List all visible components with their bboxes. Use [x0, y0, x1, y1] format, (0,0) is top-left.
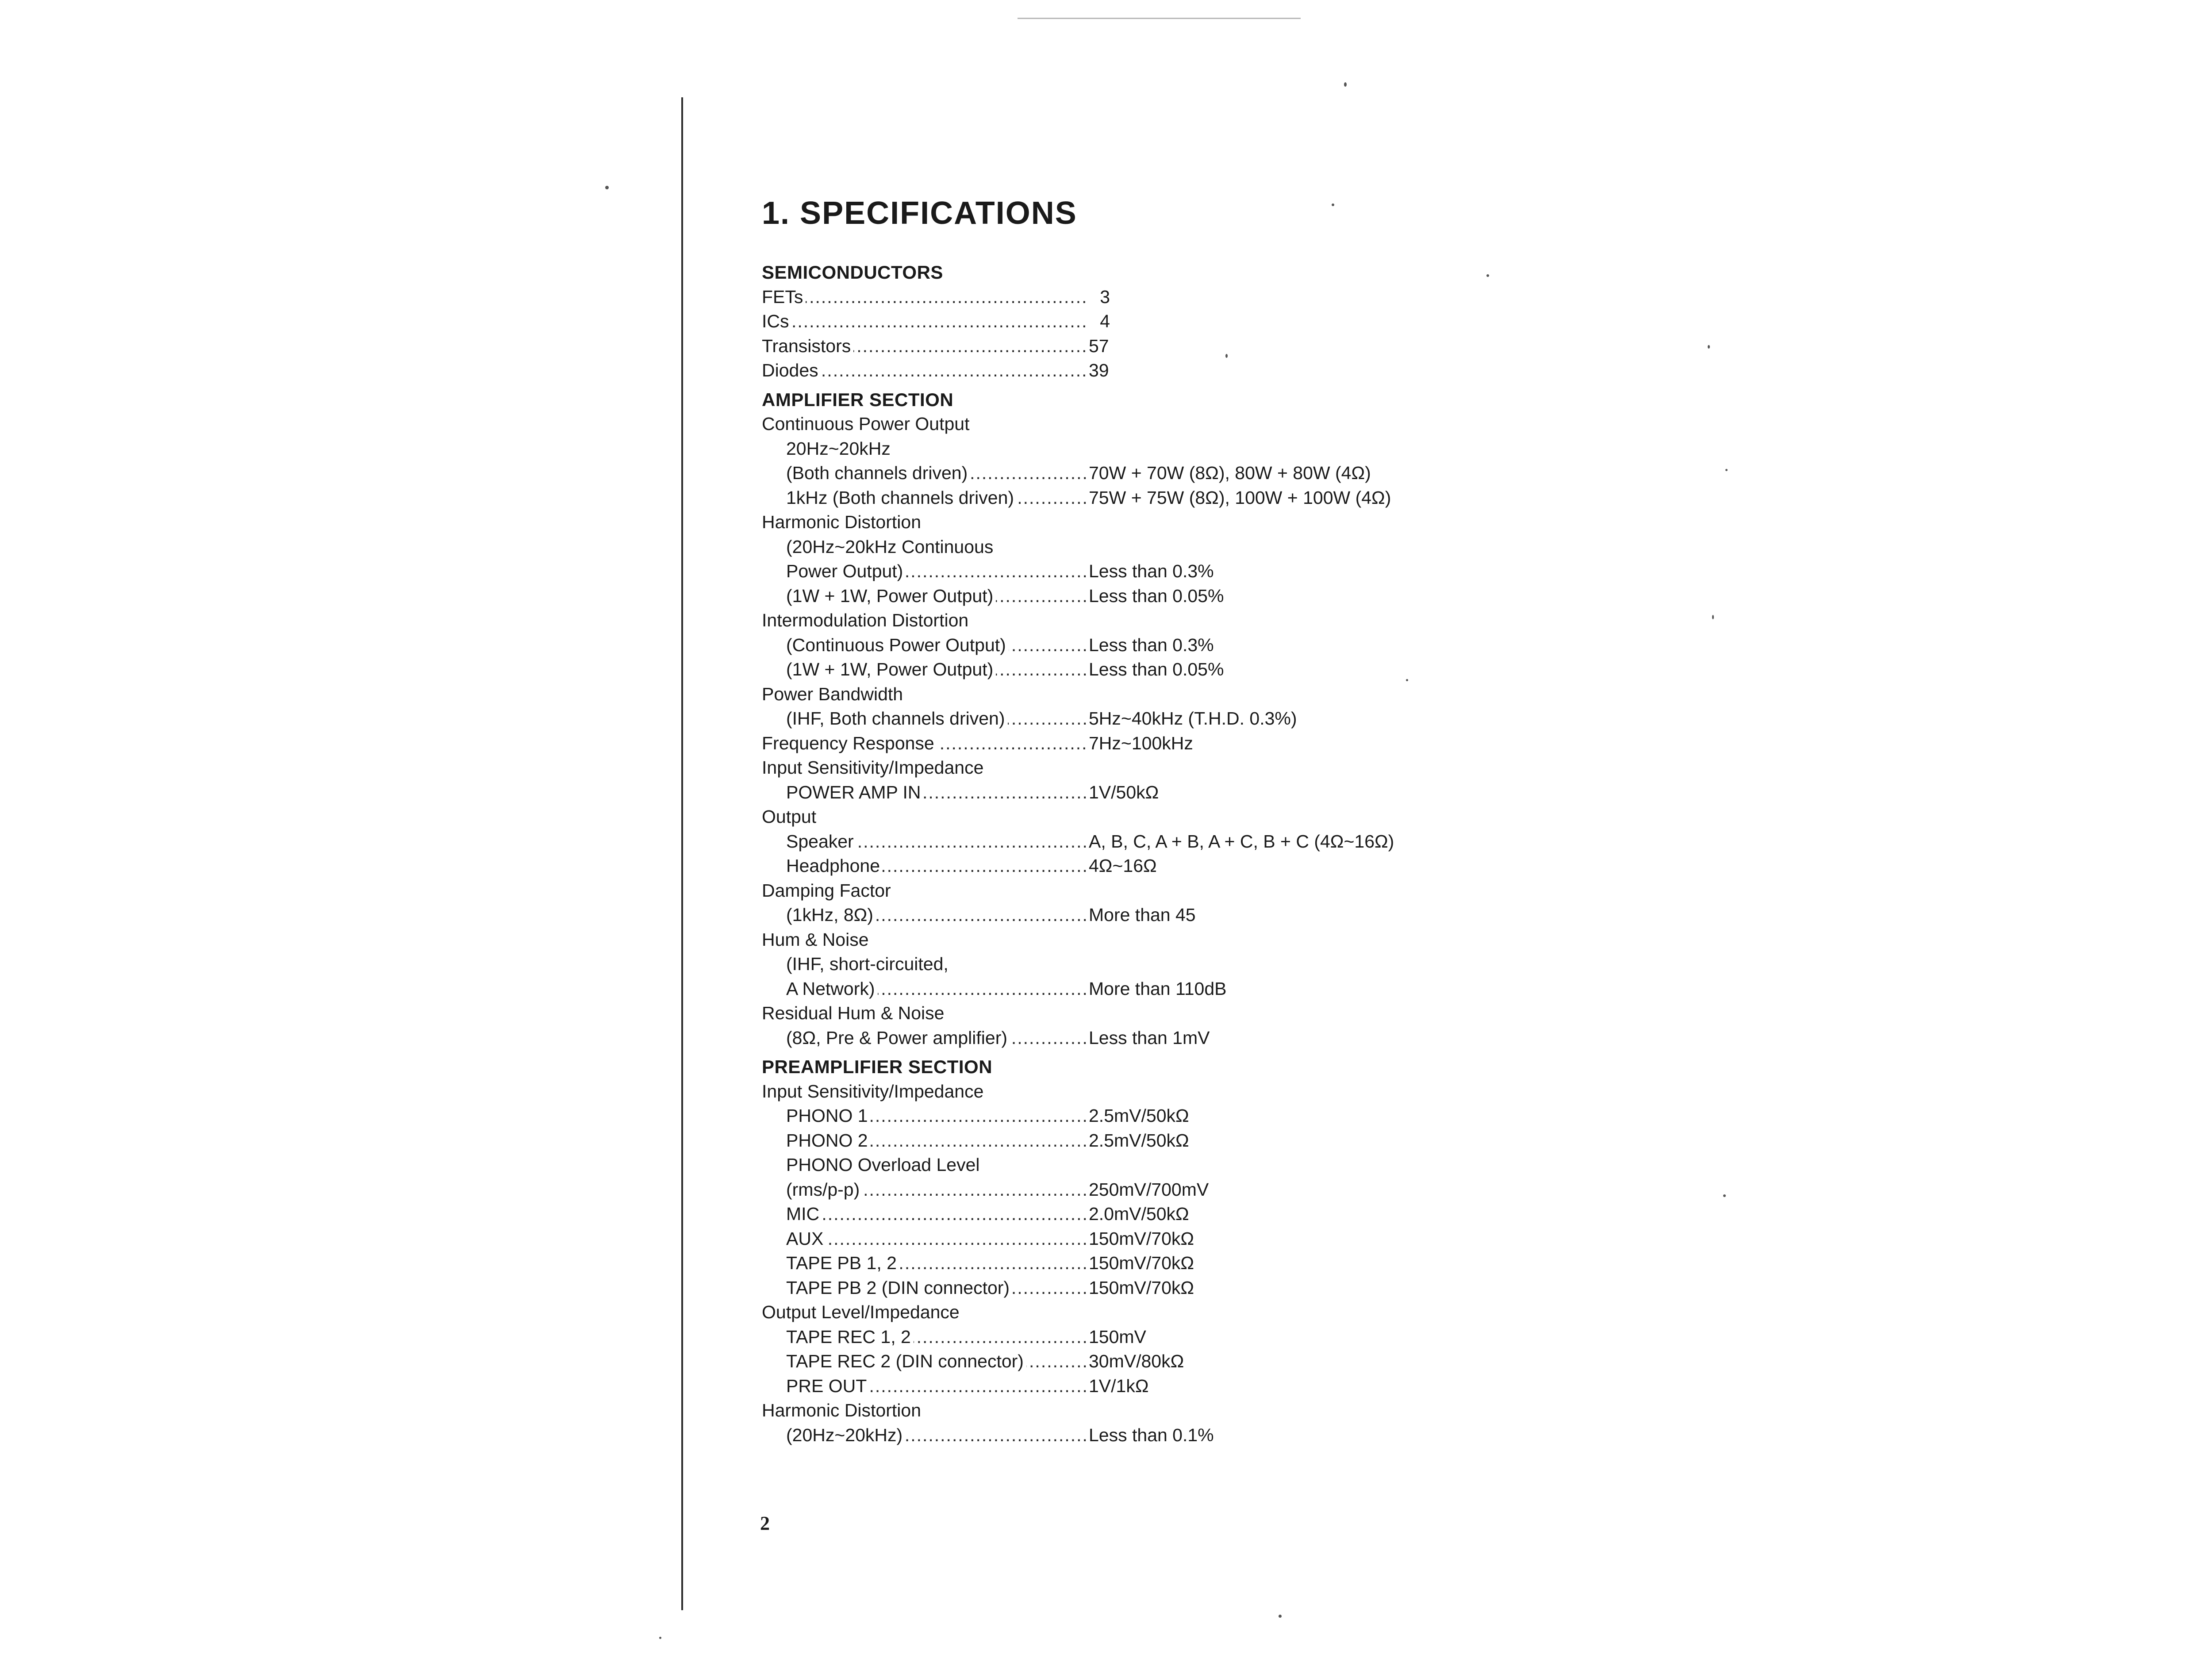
- spec-value: 150mV/70kΩ: [1089, 1277, 1194, 1298]
- section-heading-preamplifier: PREAMPLIFIER SECTION: [762, 1056, 993, 1077]
- spec-label: TAPE REC 1, 2 .....: [786, 1325, 1087, 1350]
- spec-label: PRE OUT .....: [786, 1374, 1087, 1399]
- spec-value: 2.5mV/50kΩ: [1089, 1130, 1189, 1151]
- spec-row: [762, 461, 1956, 486]
- spec-group-title: Hum & Noise: [762, 929, 869, 950]
- spec-row: [762, 854, 1956, 879]
- spec-row-diodes: [762, 358, 1956, 383]
- spec-label: (Both channels driven) .....: [786, 461, 1087, 486]
- spec-row: [762, 977, 1956, 1002]
- spec-value: Less than 0.1%: [1089, 1424, 1214, 1445]
- spec-row: [762, 1325, 1956, 1350]
- spec-group-title: Input Sensitivity/Impedance: [762, 1081, 984, 1101]
- spec-group-title: Damping Factor: [762, 880, 891, 901]
- spec-label: Headphone .....: [786, 854, 1087, 879]
- spec-value: Less than 0.3%: [1089, 634, 1214, 655]
- spec-row-transistors: [762, 334, 1956, 359]
- spec-row: [762, 657, 1956, 682]
- spec-row: [762, 1227, 1956, 1251]
- spec-value: A, B, C, A + B, A + C, B + C (4Ω~16Ω): [1089, 831, 1394, 852]
- spec-group-title: Harmonic Distortion: [762, 512, 921, 532]
- spec-row: [762, 829, 1956, 854]
- spec-label: 1kHz (Both channels driven) .....: [786, 486, 1087, 510]
- spec-row: [762, 706, 1956, 731]
- spec-sub-text: PHONO Overload Level: [786, 1155, 980, 1175]
- spec-value: 7Hz~100kHz: [1089, 733, 1193, 753]
- spec-label: (IHF, Both channels driven) .....: [786, 706, 1087, 731]
- spec-label: Diodes .....: [762, 358, 1087, 383]
- spec-label: AUX .....: [786, 1227, 1087, 1251]
- scan-speck: [1344, 82, 1347, 87]
- spec-sub-text: (IHF, short-circuited,: [786, 954, 949, 974]
- spec-label: TAPE PB 2 (DIN connector) .....: [786, 1276, 1087, 1301]
- spec-value: 39: [1089, 360, 1109, 380]
- spec-label: (8Ω, Pre & Power amplifier) .....: [786, 1026, 1087, 1051]
- spec-row: [762, 1276, 1956, 1301]
- spec-value: 150mV: [1089, 1326, 1146, 1347]
- spec-label: TAPE REC 2 (DIN connector) .....: [786, 1349, 1087, 1374]
- spec-group-title: Harmonic Distortion: [762, 1400, 921, 1420]
- spec-row-frequency-response: [762, 731, 1956, 756]
- spec-row: [762, 1349, 1956, 1374]
- spec-value: 2.5mV/50kΩ: [1089, 1105, 1189, 1126]
- spec-row: [762, 559, 1956, 584]
- spec-value: 30mV/80kΩ: [1089, 1351, 1184, 1371]
- spec-value: Less than 1mV: [1089, 1027, 1210, 1048]
- spec-row: [762, 1178, 1956, 1202]
- spec-group-title: Residual Hum & Noise: [762, 1003, 945, 1023]
- spec-label: PHONO 1 .....: [786, 1104, 1087, 1128]
- spec-row: [762, 1374, 1956, 1399]
- spec-value: 3: [1100, 286, 1110, 307]
- scan-speck: [659, 1637, 661, 1639]
- spec-label: (1kHz, 8Ω) .....: [786, 903, 1087, 928]
- scan-binding-line: [681, 97, 683, 1610]
- spec-row-ics: [762, 309, 1956, 334]
- spec-value: Less than 0.05%: [1089, 659, 1224, 679]
- spec-value: More than 110dB: [1089, 978, 1227, 999]
- spec-value: 150mV/70kΩ: [1089, 1228, 1194, 1249]
- spec-row: [762, 1251, 1956, 1276]
- spec-label: Speaker .....: [786, 829, 1087, 854]
- spec-group-title: Output: [762, 806, 817, 827]
- spec-label: Power Output) .....: [786, 559, 1087, 584]
- spec-value: 4: [1100, 311, 1110, 331]
- spec-value: 2.0mV/50kΩ: [1089, 1204, 1189, 1224]
- spec-row: [762, 486, 1956, 510]
- spec-value: 150mV/70kΩ: [1089, 1253, 1194, 1273]
- spec-row-fets: [762, 285, 1956, 310]
- spec-group-title: Continuous Power Output: [762, 414, 970, 434]
- spec-label: PHONO 2 .....: [786, 1128, 1087, 1153]
- spec-value: 75W + 75W (8Ω), 100W + 100W (4Ω): [1089, 487, 1391, 508]
- spec-group-title: Input Sensitivity/Impedance: [762, 757, 984, 778]
- spec-label: (rms/p-p) .....: [786, 1178, 1087, 1202]
- spec-label: Transistors .....: [762, 334, 1087, 359]
- scan-speck: [1279, 1615, 1282, 1618]
- spec-value: Less than 0.05%: [1089, 585, 1224, 606]
- spec-value: 70W + 70W (8Ω), 80W + 80W (4Ω): [1089, 463, 1371, 483]
- scan-speck: [605, 186, 609, 189]
- scan-top-rule: [1018, 18, 1301, 19]
- spec-value: 57: [1089, 335, 1109, 356]
- spec-label: (1W + 1W, Power Output) .....: [786, 657, 1087, 682]
- specifications-list: [762, 260, 1956, 1447]
- spec-row: [762, 1104, 1956, 1128]
- spec-value: 5Hz~40kHz (T.H.D. 0.3%): [1089, 708, 1297, 729]
- spec-sub-text: (20Hz~20kHz Continuous: [786, 536, 994, 557]
- page-number: 2: [760, 1512, 770, 1534]
- spec-row: [762, 1423, 1956, 1448]
- spec-label: TAPE PB 1, 2 .....: [786, 1251, 1087, 1276]
- spec-group-title: Output Level/Impedance: [762, 1302, 960, 1322]
- spec-row: [762, 1026, 1956, 1051]
- spec-row: [762, 1128, 1956, 1153]
- spec-label: POWER AMP IN .....: [786, 780, 1087, 805]
- spec-label: Frequency Response .....: [762, 731, 1087, 756]
- spec-group-title: Intermodulation Distortion: [762, 610, 969, 630]
- spec-label: MIC .....: [786, 1202, 1087, 1227]
- spec-value: 250mV/700mV: [1089, 1179, 1209, 1200]
- spec-value: 4Ω~16Ω: [1089, 856, 1157, 876]
- spec-label: (20Hz~20kHz) .....: [786, 1423, 1087, 1448]
- spec-value: Less than 0.3%: [1089, 561, 1214, 581]
- spec-label: ICs .....: [762, 309, 1087, 334]
- spec-label: (1W + 1W, Power Output) .....: [786, 584, 1087, 609]
- spec-label: (Continuous Power Output) .....: [786, 633, 1087, 658]
- spec-label: FETs .....: [762, 285, 1087, 310]
- spec-row: [762, 584, 1956, 609]
- spec-row: [762, 1202, 1956, 1227]
- spec-row: [762, 780, 1956, 805]
- spec-row: [762, 903, 1956, 928]
- scan-speck: [1332, 203, 1334, 206]
- section-heading-amplifier: AMPLIFIER SECTION: [762, 389, 954, 410]
- spec-value: More than 45: [1089, 905, 1196, 925]
- spec-value: 1V/1kΩ: [1089, 1375, 1149, 1396]
- spec-label: A Network) .....: [786, 977, 1087, 1002]
- spec-value: 1V/50kΩ: [1089, 782, 1159, 802]
- spec-group-title: Power Bandwidth: [762, 683, 903, 704]
- spec-sub-text: 20Hz~20kHz: [786, 438, 891, 459]
- spec-row: [762, 633, 1956, 658]
- page-title: 1. SPECIFICATIONS: [762, 196, 1077, 231]
- section-heading-semiconductors: SEMICONDUCTORS: [762, 262, 943, 283]
